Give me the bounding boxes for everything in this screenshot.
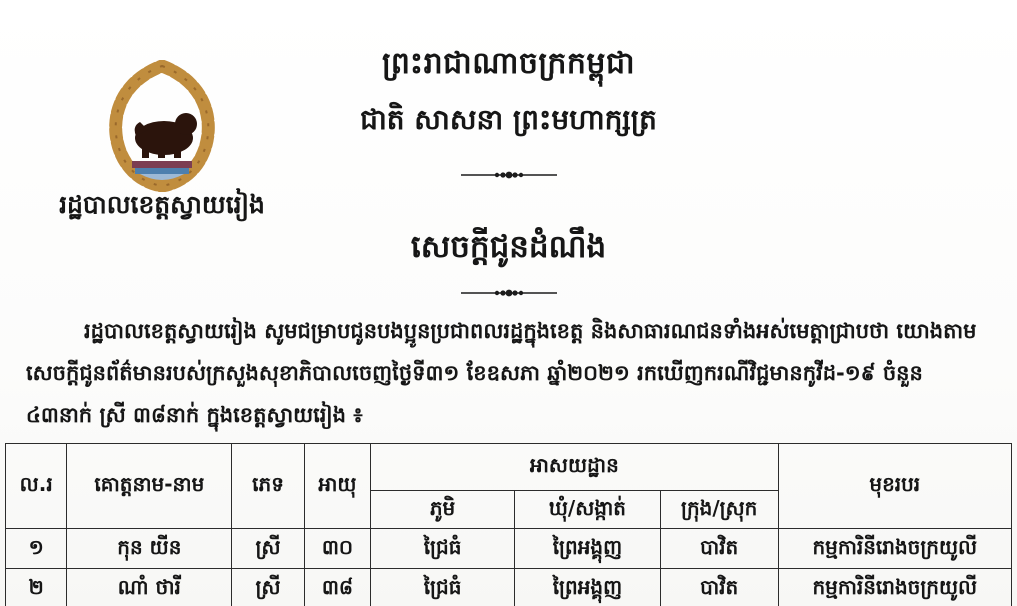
col-header-occupation: មុខរបរ [778, 444, 1011, 529]
divider-ornament-title [0, 284, 1017, 303]
col-header-gender: ភេទ [232, 444, 304, 529]
paragraph-text: សូមជម្រាបជូនបងប្អូនប្រជាពលរដ្ឋក្នុងខេត្ត និងសាធារណជនទាំងអស់មេត្តាជ្រាបថា យោងតាមសេចក្តីជូនព័ត៌មានរបស់ក្រសួងសុខាភិបាលចេញថ្ងៃទី៣១ ខែឧសភា ឆ្នាំ២០២១ រកឃើញករណីវិជ្ជមានកូវីដ-១៩ ចំនួន ៤៣នាក់ ស្រី ៣៨នាក់ ក្នុងខេត្តស្វាយរៀង ៖ [26, 319, 977, 427]
cell-age: ៣៨ [304, 569, 370, 606]
cell-village: ជ្រៃធំ [371, 569, 515, 606]
cell-occupation: កម្មការិនីរោងចក្រយូលី [778, 569, 1011, 606]
col-header-name: គោត្តនាម-នាម [67, 444, 232, 529]
cell-name: ណាំ ថារី [67, 569, 232, 606]
cell-occupation: កម្មការិនីរោងចក្រយូលី [778, 529, 1011, 569]
paragraph-lead: រដ្ឋបាលខេត្តស្វាយរៀង [84, 319, 257, 343]
kingdom-title: ព្រះរាជាណាចក្រកម្ពុជា [381, 46, 636, 81]
col-header-commune: ឃុំ/សង្កាត់ [514, 491, 660, 529]
cell-name: កុន យីន [67, 529, 232, 569]
cell-commune: ព្រៃអង្គុញ [514, 529, 660, 569]
table-header [6, 444, 1012, 529]
table-row [6, 569, 1012, 606]
col-header-district: ក្រុង/ស្រុក [660, 491, 778, 529]
dash-dots-divider-icon [459, 287, 559, 299]
cell-village: ជ្រៃធំ [371, 529, 515, 569]
cell-age: ៣០ [304, 529, 370, 569]
cell-district: បាវិត [660, 569, 778, 606]
dash-dots-divider-icon [459, 169, 559, 181]
cell-gender: ស្រី [232, 529, 304, 569]
col-header-address-group: អាសយដ្ឋាន [371, 444, 778, 491]
cell-district: បាវិត [660, 529, 778, 569]
document-title: សេចក្តីជូនដំណឹង [410, 229, 607, 265]
covid-cases-table [5, 443, 1012, 606]
administration-name: រដ្ឋបាលខេត្តស្វាយរៀង [59, 190, 265, 219]
cell-commune: ព្រៃអង្គុញ [514, 569, 660, 606]
divider-ornament-top [0, 166, 1017, 185]
table-row [6, 529, 1012, 569]
col-header-age: អាយុ [304, 444, 370, 529]
table-body [6, 529, 1012, 606]
col-header-no: ល.រ [6, 444, 67, 529]
cell-no: ២ [6, 569, 67, 606]
cell-gender: ស្រី [232, 569, 304, 606]
cell-no: ១ [6, 529, 67, 569]
announcement-paragraph [26, 310, 995, 436]
col-header-village: ភូមិ [371, 491, 515, 529]
nation-religion-king: ជាតិ សាសនា ព្រះមហាក្សត្រ [360, 103, 657, 136]
